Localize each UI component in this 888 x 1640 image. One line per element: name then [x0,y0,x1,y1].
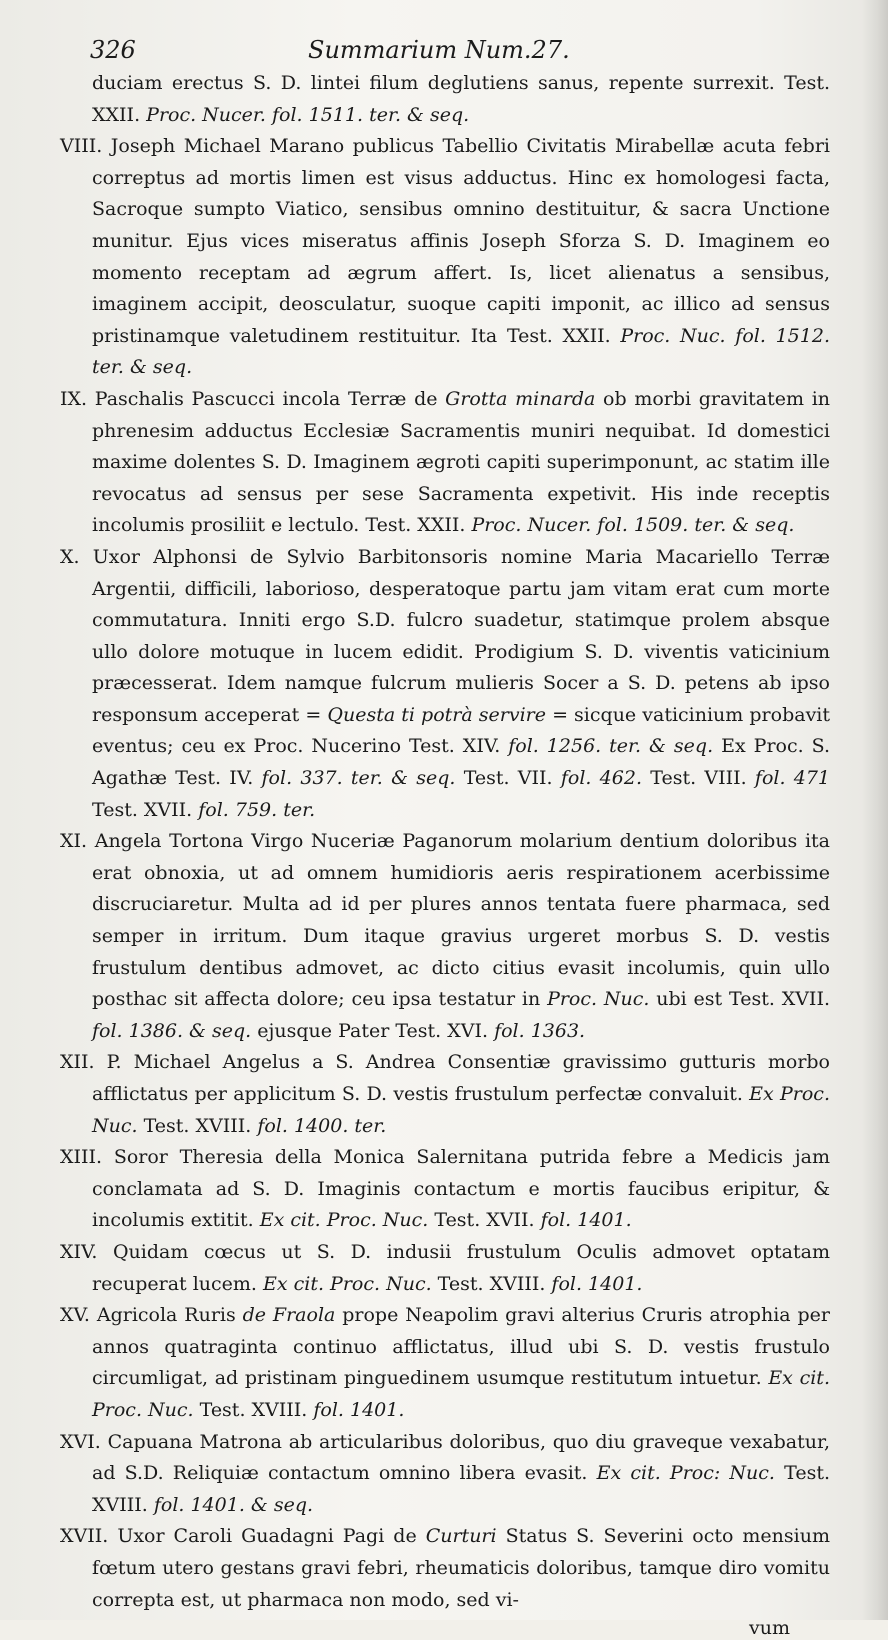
paragraph-text: = sicque vaticinium probavit eventus; ceu ex Proc. Nucerino Test. XIV. [92,703,831,758]
citation: fol. 1401. [540,1209,632,1232]
running-title: Summarium Num.27. [308,36,570,64]
paragraph-number: XIII. [60,1146,103,1169]
place-name: de Fraola [242,1304,336,1327]
opening-continuation [60,68,830,131]
paragraph-number: XVII. [60,1525,109,1548]
citation: fol. 337. ter. & seq. [261,767,456,790]
paragraph-text: ejusque Pater Test. XVI. [251,1019,495,1042]
paragraph-text: prope Neapolim gravi alterius Cruris atrophia per annos quatraginta continuo afflictatus, illud ubi S. D. vestis frustulo circumligat, ad pristinam pinguedinem usumque restitutum intuetur. [92,1304,830,1390]
citation: fol. 1256. ter. & seq. [508,735,714,758]
paragraph-text: Test. VIII. [642,767,755,790]
place-name: Grotta minarda [445,387,596,410]
citation: fol. 1400. ter. [257,1114,387,1137]
citation: Ex cit. Proc: Nuc. [596,1462,775,1485]
paragraph-text: Capuana Matrona ab articularibus doloribus, quo diu graveque vexabatur, ad S.D. Reliquiæ contactum omnino libera evasit. [92,1430,830,1485]
paragraph-text: Ex Proc. S. Agathæ Test. IV. [92,735,830,790]
citation: fol. 1386. & seq. [92,1019,252,1042]
paragraph-number: X. [60,545,80,568]
page-number: 326 [90,36,136,64]
citation: Proc. Nucer. fol. 1509. ter. & seq. [471,514,795,537]
paragraph-xv [60,1300,830,1426]
paragraph-xi [60,826,830,1047]
paragraph-number: XII. [60,1051,95,1074]
paragraph-text: Paschalis Pascucci incola Terræ de [94,387,446,410]
paragraph-text: Agricola Ruris [96,1304,243,1327]
paragraph-x [60,542,830,826]
paragraph-text: Uxor Caroli Guadagni Pagi de [117,1525,426,1548]
paragraph-text: Test. XVIII. [431,1272,552,1295]
paragraph-text: Status S. Severini octo mensium fœtum utero gestans gravi febri, rheumaticis doloribus, tamque diro vomitu correpta est, ut pharmaca non modo, sed vi- [92,1525,830,1611]
paragraph-text: Test. XVIII. [193,1398,314,1421]
citation: Ex cit. Proc. Nuc. [263,1272,432,1295]
place-name: Curturi [425,1525,497,1548]
paragraph-ix [60,384,830,542]
citation: Proc. Nucer. fol. 1511. ter. & seq. [146,103,470,126]
citation: fol. 759. ter. [198,798,316,821]
paragraph-number: XI. [60,830,88,853]
paragraph-xvii [60,1521,830,1616]
page-gutter-shadow [862,0,888,1620]
paragraph-xvi [60,1427,830,1522]
catchword: vum [749,1617,790,1640]
paragraph-xiv [60,1237,830,1300]
paragraph-number: XVI. [60,1430,101,1453]
citation: Proc. Nuc. [547,988,650,1011]
citation: fol. 1363. [494,1019,586,1042]
paragraph-text: Uxor Alphonsi de Sylvio Barbitonsoris nomine Maria Macariello Terræ Argentii, difficili, laborioso, desperatoque partu jam vitam erat cum morte commutatura. Inniti ergo S.D. fulcro suadetur, statimque prolem absque ullo dolore motuque in lucem edidit. Prodigium S. D. viventis vaticinium præcesserat. Idem namque fulcrum mulieris Socer a S. D. petens ab ipso responsum acceperat = [92,545,830,726]
paragraph-text: Test. VII. [455,767,561,790]
paragraph-number: IX. [60,387,88,410]
citation: fol. 462. [560,767,642,790]
paragraph-text: Test. XVIII. [137,1114,258,1137]
paragraph-text: Soror Theresia della Monica Salernitana putrida febre a Medicis jam conclamata ad S. D. Imaginis contactum e mortis faucibus eripitur, & incolumis extitit. [92,1146,830,1232]
citation: Ex Proc. Nuc. [92,1083,830,1137]
citation: Proc. Nuc. fol. 1512. ter. & seq. [92,324,830,379]
paragraph-text: Angela Tortona Virgo Nuceriæ Paganorum molarium dentium doloribus ita erat obnoxia, ut ad omnem humidioris aeris respirationem acerbissime discruciaretur. Multa ad id per plures annos tentata fuere pharmaca, sed semper in irritum. Dum itaque gravius urgeret morbus S. D. vestis frustulum dentibus admovet, ac dicto citius evasit incolumis, quin ullo posthac sit affecta dolore; ceu ipsa testatur in [92,830,830,1011]
paragraph-text: P. Michael Angelus a S. Andrea Consentiæ gravissimo gutturis morbo afflictatus per applicitum S. D. vestis frustulum perfectæ convaluit. [92,1051,830,1105]
paragraph-text: Joseph Michael Marano publicus Tabellio Civitatis Mirabellæ acuta febri correptus ad mortis limen est visus adductus. Hinc ex homologesi facta, Sacroque sumpto Viatico, sensibus omnino destituitur, & sacra Unctione munitur. Ejus vices miseratus affinis Joseph Sforza S. D. Imaginem eo momento receptam ad ægrum affert. Is, licet alienatus a sensibus, imaginem accipit, deosculatur, suoque capiti imponit, ac illico ad sensus pristinamque valetudinem restituitur. Ita Test. XXII. [92,135,830,347]
paragraph-number: XV. [60,1304,90,1327]
citation: Ex cit. Proc. Nuc. [92,1367,830,1421]
paragraph-text: Test. XVII. [92,798,199,821]
opening-text: duciam erectus S. D. lintei filum deglutiens sanus, repente surrexit. Test. XXII. [92,72,830,126]
paragraph-text: ubi est Test. XVII. [649,988,830,1011]
paragraph-number: VIII. [60,135,103,158]
paragraph-xii [60,1047,830,1142]
citation: Ex cit. Proc. Nuc. [259,1209,429,1232]
paragraph-viii [60,131,830,384]
paragraph-text: Test. XVIII. [92,1462,830,1516]
citation: fol. 1401. [551,1272,643,1295]
paragraph-text: ob morbi gravitatem in phrenesim adductus Ecclesiæ Sacramentis muniri nequibat. Id domestici maxime dolentes S. D. Imaginem ægroti capiti superimponunt, ac statim ille revocatus ad sensus per sese Sacramenta expetivit. His inde receptis incolumis prosiliit e lectulo. Test. XXII. [92,387,831,537]
paragraph-text: Quidam cœcus ut S. D. indusii frustulum Oculis admovet optatam recuperat lucem. [92,1240,830,1295]
paragraph-number: XIV. [60,1240,98,1263]
italian-quote: Questa ti potrà servire [327,703,546,726]
citation: fol. 471 [754,767,831,790]
page-header [90,36,780,66]
paragraph-text: Test. XVII. [428,1209,541,1232]
page-body [60,68,830,1640]
citation: fol. 1401. & seq. [153,1493,314,1516]
paragraph-xiii [60,1142,830,1237]
citation: fol. 1401. [313,1398,405,1421]
